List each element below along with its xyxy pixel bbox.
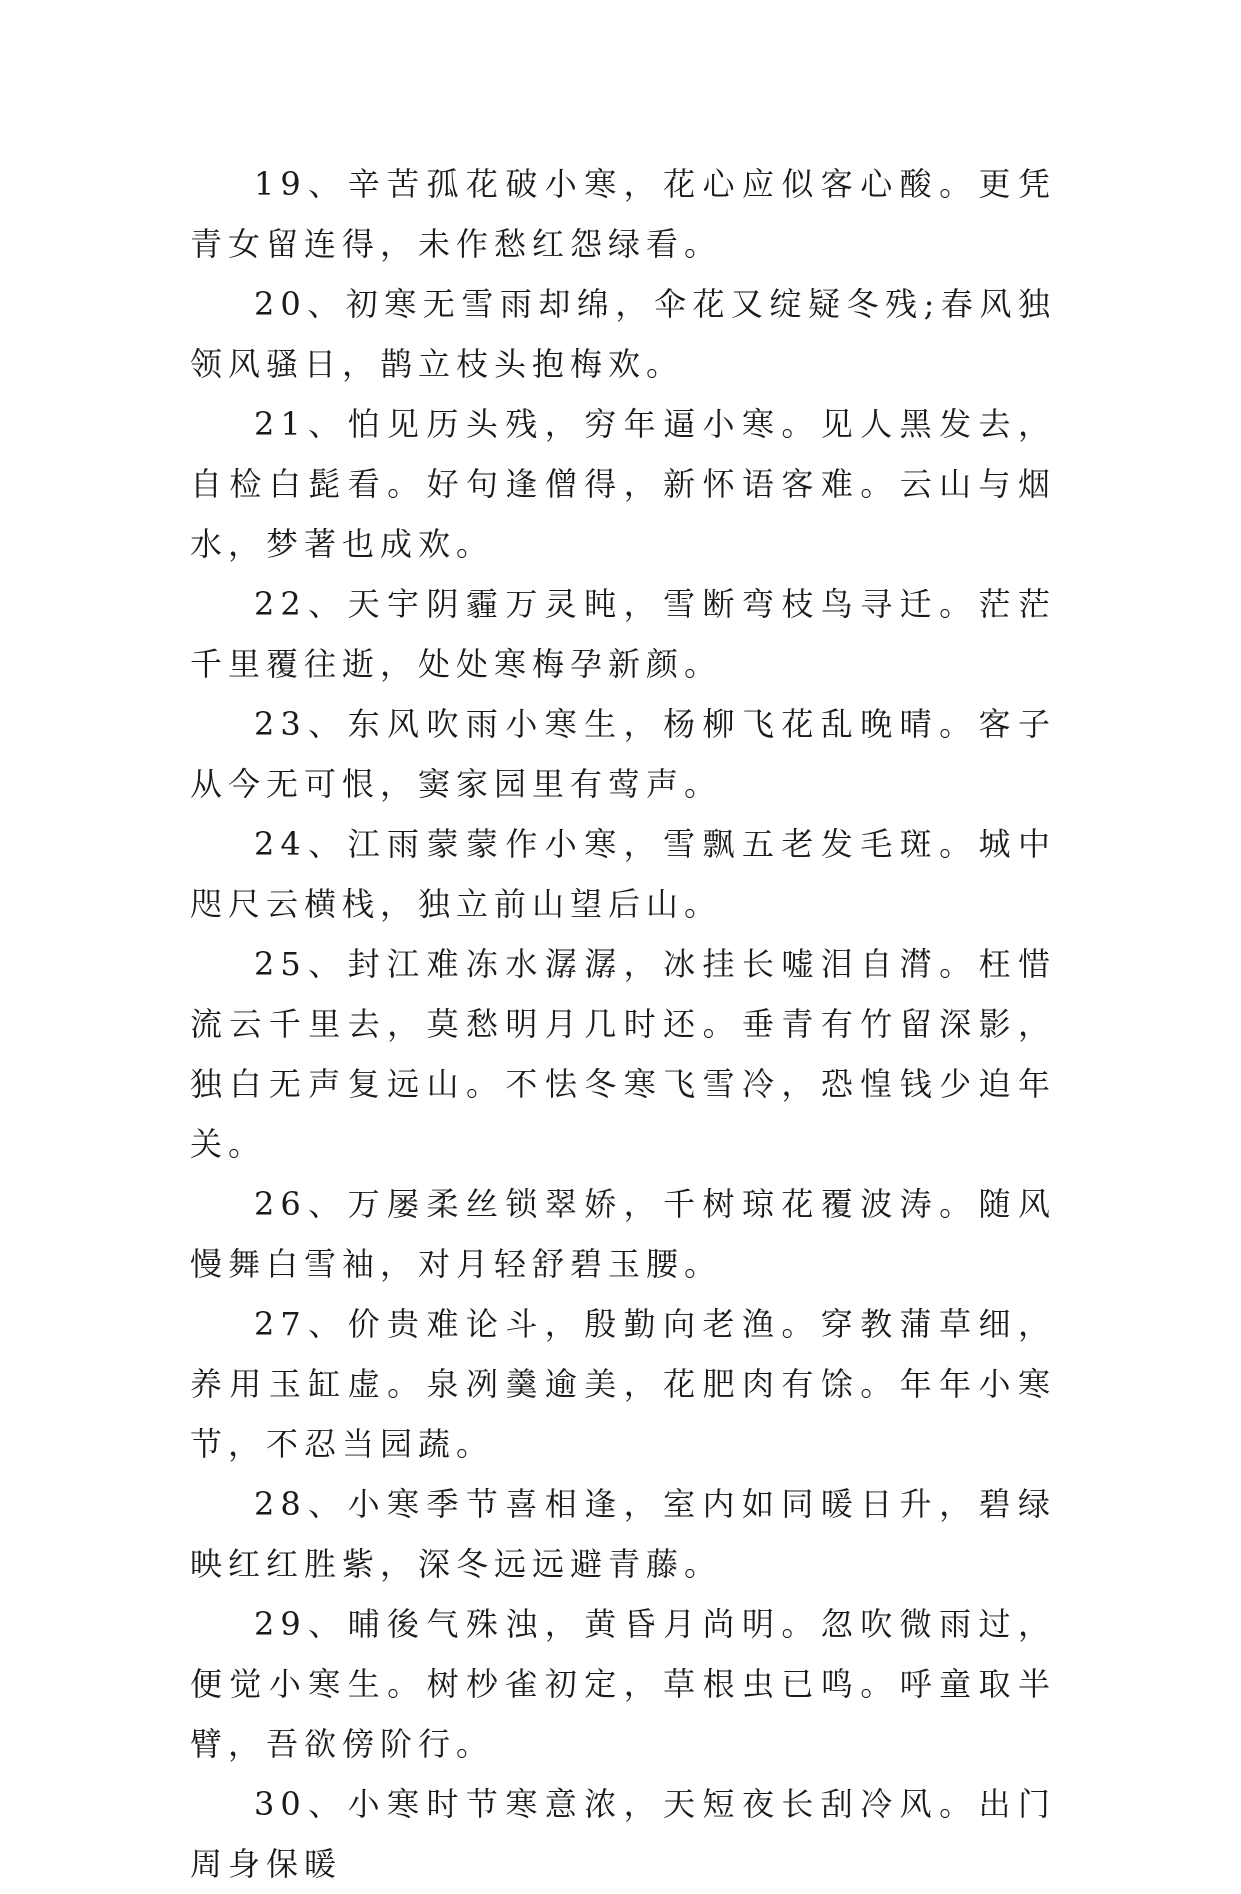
poem-paragraph-28: 28、小寒季节喜相逢，室内如同暖日升，碧绿映红红胜紫，深冬远远避青藤。 [190,1485,1056,1583]
poem-paragraph-22: 22、天宇阴霾万灵盹，雪断弯枝鸟寻迁。茫茫千里覆往逝，处处寒梅孕新颜。 [190,585,1056,683]
poem-paragraph-30: 30、小寒时节寒意浓，天短夜长刮冷风。出门周身保暖 [190,1785,1056,1883]
poem-paragraph-21: 21、怕见历头残，穷年逼小寒。见人黑发去，自检白髭看。好句逢僧得，新怀语客难。云山与烟水，梦著也成欢。 [190,405,1056,563]
poem-paragraph-23: 23、东风吹雨小寒生，杨柳飞花乱晚晴。客子从今无可恨，窦家园里有莺声。 [190,705,1056,803]
poem-paragraph-26: 26、万屡柔丝锁翠娇，千树琼花覆波涛。随风慢舞白雪袖，对月轻舒碧玉腰。 [190,1185,1056,1283]
poem-list [190,154,1056,1894]
poem-paragraph-19: 19、辛苦孤花破小寒，花心应似客心酸。更凭青女留连得，未作愁红怨绿看。 [190,165,1056,263]
poem-paragraph-24: 24、江雨蒙蒙作小寒，雪飘五老发毛斑。城中咫尺云横栈，独立前山望后山。 [190,825,1056,923]
poem-paragraph-27: 27、价贵难论斗，殷勤向老渔。穿教蒲草细，养用玉缸虚。泉冽羹逾美，花肥肉有馀。年年小寒节，不忍当园蔬。 [190,1305,1056,1463]
poem-paragraph-29: 29、晡後气殊浊，黄昏月尚明。忽吹微雨过，便觉小寒生。树杪雀初定，草根虫已鸣。呼童取半臂，吾欲傍阶行。 [190,1605,1056,1763]
poem-paragraph-20: 20、初寒无雪雨却绵，伞花又绽疑冬残;春风独领风骚日，鹊立枝头抱梅欢。 [190,285,1056,383]
poem-paragraph-25: 25、封江难冻水潺潺，冰挂长嘘泪自潸。枉惜流云千里去，莫愁明月几时还。垂青有竹留深影，独白无声复远山。不怯冬寒飞雪冷，恐惶钱少迫年关。 [190,945,1056,1163]
